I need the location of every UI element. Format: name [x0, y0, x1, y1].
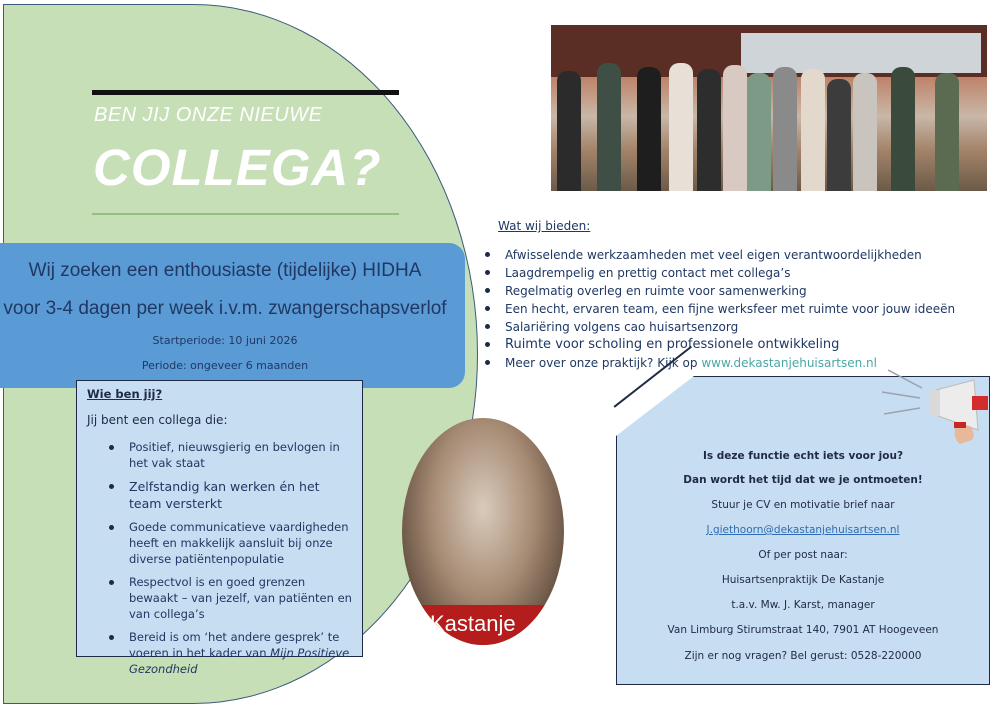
list-item: Laagdrempelig en prettig contact met collega’s	[483, 264, 983, 282]
contact-attention: t.a.v. Mw. J. Karst, manager	[731, 599, 875, 611]
person-figure	[773, 67, 797, 191]
header-bottom-rule	[92, 213, 399, 215]
period-duration: Periode: ongeveer 6 maanden	[141, 359, 309, 372]
person-figure	[637, 67, 661, 191]
contact-send-instructions: Stuur je CV en motivatie brief naar	[711, 499, 895, 511]
megaphone-icon	[878, 366, 990, 456]
who-title: Wie ben jij?	[87, 387, 163, 401]
bullet-icon	[485, 252, 490, 257]
list-item: Positief, nieuwsgierig en bevlogen in het vak staat	[109, 439, 352, 471]
list-item: Goede communicatieve vaardigheden heeft en makkelijk aansluit bij onze diverse patiëntenpopulatie	[109, 519, 352, 567]
offer-title: Wat wij bieden:	[498, 219, 591, 233]
person-figure	[935, 73, 959, 191]
bullet-icon	[109, 484, 114, 489]
bullet-icon	[485, 342, 490, 347]
list-item: Een hecht, ervaren team, een fijne werksfeer met ruimte voor jouw ideeën	[483, 300, 983, 318]
who-list	[87, 439, 352, 677]
vacancy-line-1: Wij zoeken een enthousiaste (tijdelijke) HIDHA	[28, 260, 422, 281]
bullet-icon	[485, 360, 490, 365]
who-intro: Jij bent een collega die:	[87, 413, 228, 427]
contact-address: Van Limburg Stirumstraat 140, 7901 AT Hoogeveen	[667, 624, 939, 636]
person-figure	[747, 73, 771, 191]
bullet-icon	[109, 580, 114, 585]
bullet-icon	[485, 270, 490, 275]
bullet-icon	[485, 324, 490, 329]
vacancy-line-2: voor 3-4 dagen per week i.v.m. zwangerschapsverlof	[3, 298, 447, 319]
list-item: Ruimte voor scholing en professionele ontwikkeling	[483, 336, 983, 354]
person-figure	[723, 65, 747, 191]
person-figure	[597, 63, 621, 191]
bullet-icon	[109, 445, 114, 450]
contact-post-label: Of per post naar:	[758, 549, 848, 561]
offer-list	[483, 246, 983, 372]
person-figure	[697, 69, 721, 191]
list-item: Zelfstandig kan werken én het team versterkt	[109, 478, 352, 512]
contact-practice-name: Huisartsenpraktijk De Kastanje	[721, 574, 885, 586]
contact-invitation: Dan wordt het tijd dat we je ontmoeten!	[683, 474, 923, 486]
list-item: Regelmatig overleg en ruimte voor samenwerking	[483, 282, 983, 300]
list-item: Bereid is om ‘het andere gesprek’ te voeren in het kader van Mijn Positieve Gezondheid	[109, 629, 352, 677]
contact-phone: Zijn er nog vragen? Bel gerust: 0528-220000	[684, 650, 922, 662]
list-item: Meer over onze praktijk? Kijk op www.dekastanjehuisartsen.nl	[483, 354, 983, 372]
headline-big: COLLEGA?	[93, 139, 382, 196]
list-item: Afwisselende werkzaamheden met veel eigen verantwoordelijkheden	[483, 246, 983, 264]
website-link[interactable]: www.dekastanjehuisartsen.nl	[701, 356, 877, 370]
bullet-icon	[485, 306, 490, 311]
contact-email-link[interactable]: J.giethoorn@dekastanjehuisartsen.nl	[706, 524, 900, 536]
person-figure	[669, 63, 693, 191]
person-figure	[853, 73, 877, 191]
bullet-icon	[109, 525, 114, 530]
person-figure	[891, 67, 915, 191]
bullet-icon	[485, 288, 490, 293]
team-stairs-photo	[402, 418, 564, 645]
bullet-icon	[109, 635, 114, 640]
start-period: Startperiode: 10 juni 2026	[152, 334, 298, 347]
contact-question: Is deze functie echt iets voor jou?	[702, 450, 904, 462]
who-are-you-box	[76, 380, 363, 676]
header-top-rule	[92, 90, 399, 95]
person-figure	[557, 71, 581, 191]
practice-sign-text: Kastanje	[430, 611, 516, 636]
person-figure	[801, 69, 825, 191]
list-item: Respectvol is en goed grenzen bewaakt – van jezelf, van patiënten en van collega’s	[109, 574, 352, 622]
building-windows	[741, 33, 981, 73]
team-photo	[551, 25, 987, 191]
list-item: Salariëring volgens cao huisartsenzorg	[483, 318, 983, 336]
headline-small: BEN JIJ ONZE NIEUWE	[94, 104, 323, 126]
person-figure	[827, 79, 851, 191]
